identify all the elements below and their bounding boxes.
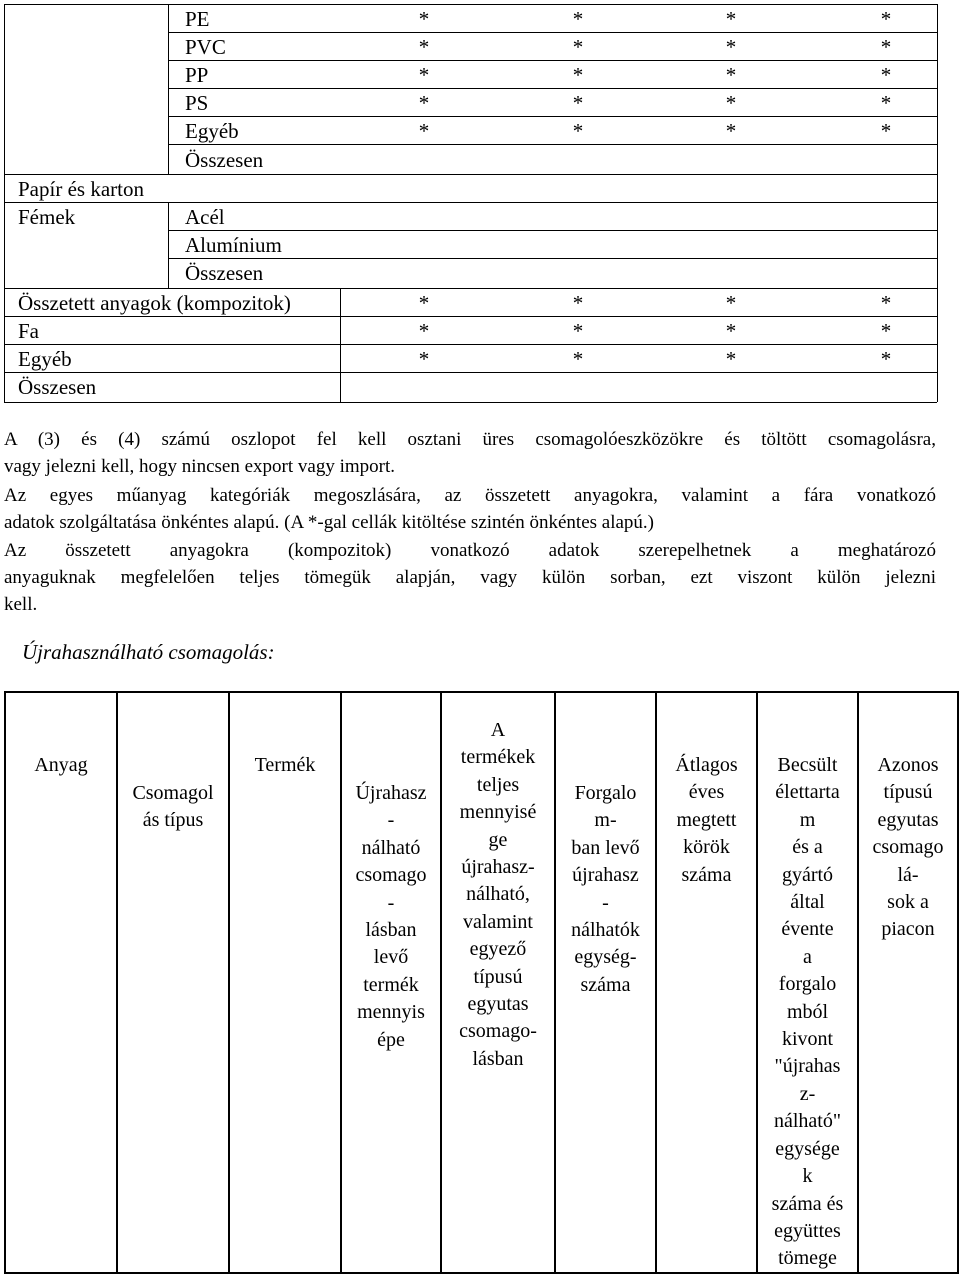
star-cell: *: [572, 35, 584, 59]
star-cell: *: [725, 63, 737, 87]
note-line: Az összetett anyagokra (kompozitok) vonatkozó adatok szerepelhetnek a meghatározó: [4, 540, 936, 561]
star-cell: *: [880, 35, 892, 59]
row-label-ps: PS: [185, 91, 209, 115]
star-cell: *: [572, 291, 584, 315]
column-header-reusable-units-in-circulation: Forgalo m- ban levő újrahasz - nálhatók egység- száma: [571, 782, 640, 996]
note-paragraph-2: [4, 482, 936, 536]
star-cell: *: [880, 119, 892, 143]
row-label-plastic-total: Összesen: [185, 148, 264, 172]
star-cell: *: [572, 91, 584, 115]
star-cell: *: [572, 347, 584, 371]
star-cell: *: [725, 7, 737, 31]
star-cell: *: [880, 7, 892, 31]
star-cell: *: [725, 291, 737, 315]
star-cell: *: [725, 35, 737, 59]
row-label-wood: Fa: [18, 319, 39, 343]
star-cell: *: [572, 7, 584, 31]
column-header-material: Anyag: [34, 754, 88, 776]
note-line: adatok szolgáltatása önkéntes alapú. (A *-gal cellák kitöltése szintén önkéntes alapú.): [4, 512, 654, 533]
column-header-product: Termék: [254, 754, 316, 776]
star-cell: *: [880, 91, 892, 115]
star-cell: *: [725, 319, 737, 343]
star-cell: *: [572, 63, 584, 87]
star-cell: *: [880, 63, 892, 87]
column-header-packaging-type: Csomagol ás típus: [132, 782, 214, 832]
column-header-total-product-quantity: A termékek teljes mennyisé ge újrahasz- nálható, valamint egyező típusú egyutas csomago- lásban: [459, 719, 537, 1070]
column-header-avg-annual-trips: Átlagos éves megtett körök száma: [675, 754, 738, 886]
row-label-other: Egyéb: [18, 347, 72, 371]
row-label-pe: PE: [185, 7, 210, 31]
star-cell: *: [418, 291, 430, 315]
star-cell: *: [725, 119, 737, 143]
star-cell: *: [880, 319, 892, 343]
star-cell: *: [418, 347, 430, 371]
row-label-paper: Papír és karton: [18, 177, 144, 201]
star-cell: *: [725, 91, 737, 115]
note-line: vagy jelezni kell, hogy nincsen export vagy import.: [4, 456, 395, 477]
row-label-aluminium: Alumínium: [185, 233, 282, 257]
star-cell: *: [418, 35, 430, 59]
row-label-total: Összesen: [18, 375, 97, 399]
star-cell: *: [725, 347, 737, 371]
star-cell: *: [572, 119, 584, 143]
row-label-pvc: PVC: [185, 35, 226, 59]
section-title: Újrahasználható csomagolás:: [22, 640, 275, 664]
column-header-estimated-lifetime: Becsült élettarta m és a gyártó által évente a forgalo mból kivont "újrahas z- nálható" egysége k száma és együttes tömege: [771, 754, 844, 1270]
star-cell: *: [418, 7, 430, 31]
star-cell: *: [418, 119, 430, 143]
note-paragraph-3: [4, 537, 936, 618]
note-line: A (3) és (4) számú oszlopot fel kell osztani üres csomagolóeszközökre és töltött csomagolásra,: [4, 429, 936, 450]
note-paragraph-1: [4, 426, 936, 480]
row-label-pp: PP: [185, 63, 209, 87]
note-line: Az egyes műanyag kategóriák megoszlására, az összetett anyagokra, valamint a fára vonatkozó: [4, 485, 936, 506]
row-label-metals: Fémek: [18, 205, 76, 229]
star-cell: *: [418, 91, 430, 115]
column-header-product-in-reusable: Újrahasz - nálható csomago - lásban levő termék mennyis épe: [355, 782, 427, 1051]
note-line: kell.: [4, 594, 38, 615]
row-label-metal-total: Összesen: [185, 261, 264, 285]
row-label-steel: Acél: [185, 205, 225, 229]
star-cell: *: [418, 319, 430, 343]
note-line: anyaguknak megfelelően teljes tömegük alapján, vagy külön sorban, ezt viszont külön jelezni: [4, 567, 936, 588]
row-label-egyeb-plastic: Egyéb: [185, 119, 239, 143]
star-cell: *: [880, 291, 892, 315]
star-cell: *: [880, 347, 892, 371]
row-label-composite: Összetett anyagok (kompozitok): [18, 291, 291, 315]
column-header-same-type-single-use: Azonos típusú egyutas csomago lá- sok a piacon: [872, 754, 944, 941]
star-cell: *: [572, 319, 584, 343]
star-cell: *: [418, 63, 430, 87]
